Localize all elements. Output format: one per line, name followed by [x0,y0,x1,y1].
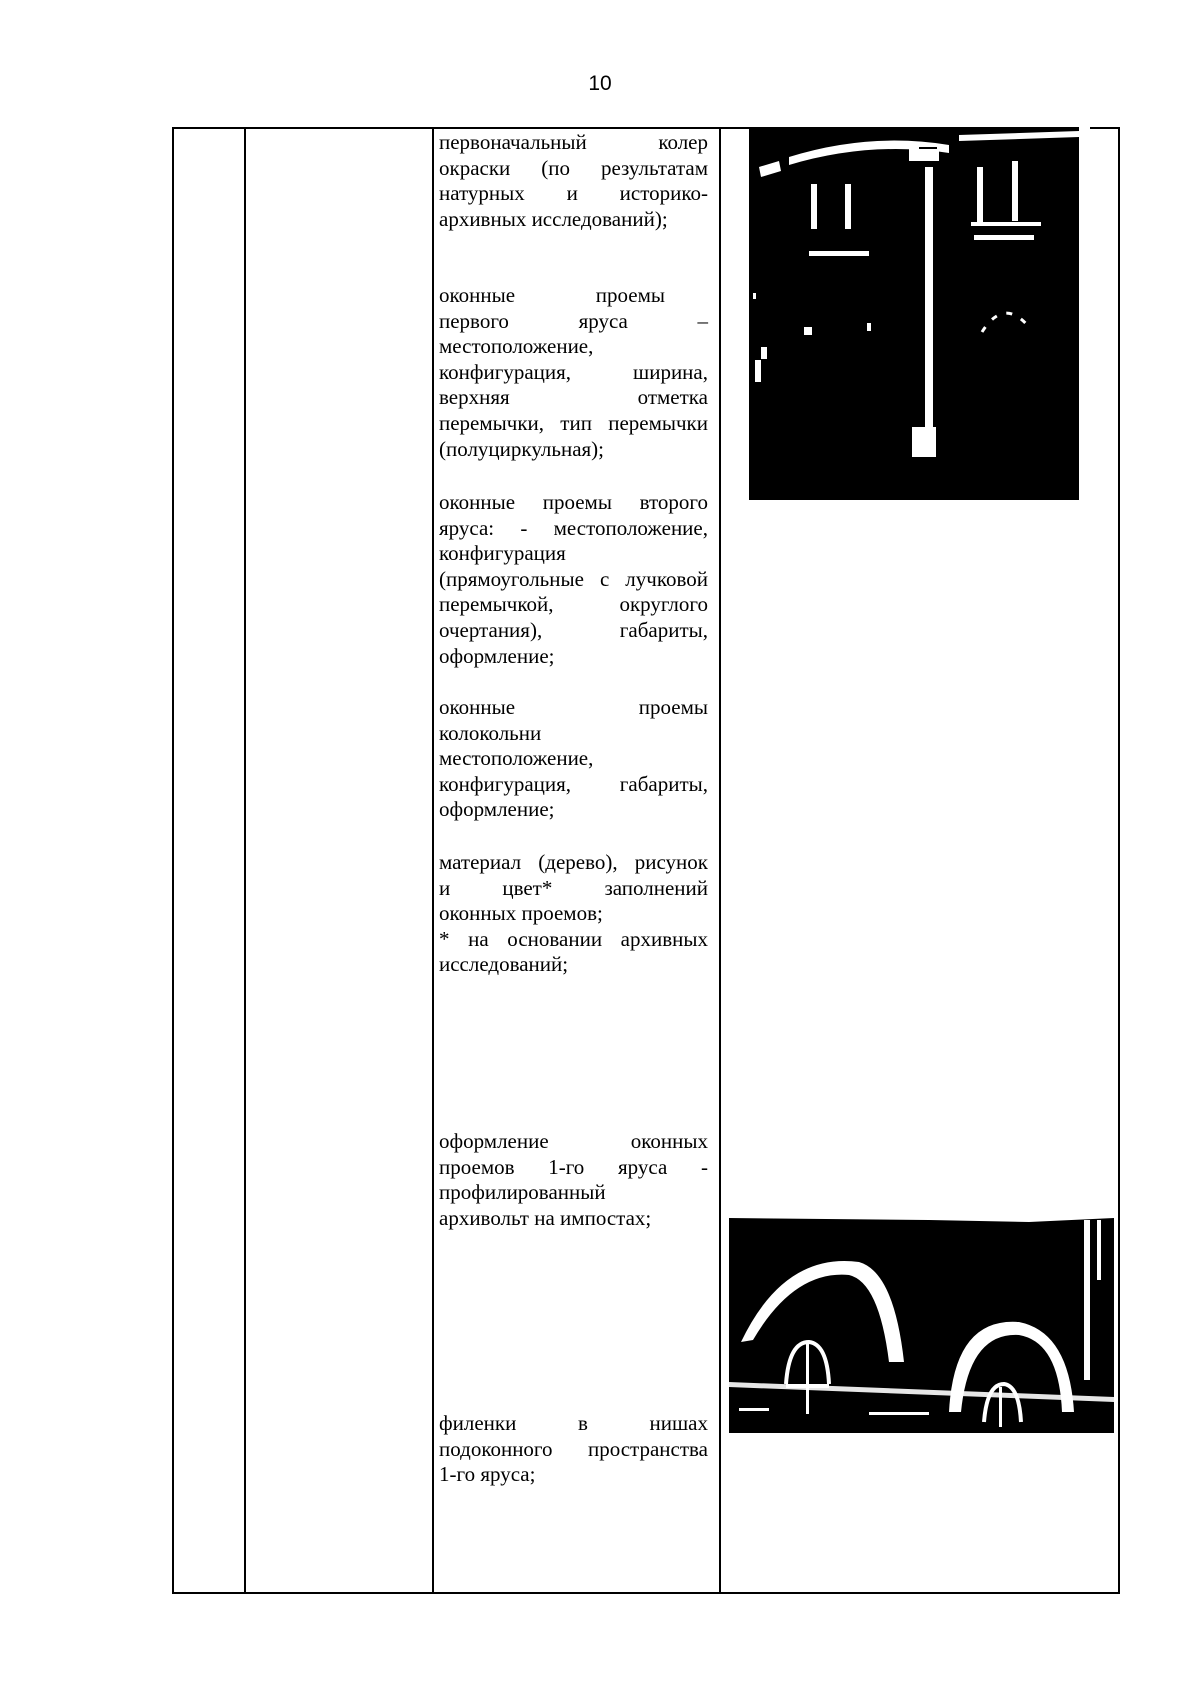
paragraph-line: филенки в нишах [439,1411,708,1435]
arch-photo [729,1212,1114,1433]
paragraph-line: * на основании архивных [439,926,708,951]
column-divider-1 [244,127,246,1594]
paragraph-line: колокольни [439,720,542,745]
paragraph-line: перемычкой, округлого [439,592,708,617]
paragraph-line: архивольт на импостах; [439,1205,652,1230]
paragraph-line: очертания), габариты, [439,617,708,642]
paragraph-line: проемов 1-го яруса - [439,1154,708,1179]
paragraph-line: окраски (по результатам [439,155,708,180]
paragraph-line: 1-го яруса; [439,1462,536,1487]
facade-photo [749,127,1090,500]
paragraph-first-tier-windows [439,283,708,462]
paragraph-line: исследований; [439,952,569,977]
paragraph-line: подоконного пространства [439,1436,708,1461]
column-divider-2 [432,127,434,1594]
paragraph-window-fillings [439,850,708,978]
paragraph-panels [439,1411,708,1488]
paragraph-line: оконные проемы второго [439,490,708,514]
paragraph-line: профилированный [439,1180,606,1205]
facade-photo-icon [749,127,1090,500]
paragraph-line: первоначальный колер [439,130,708,154]
paragraph-line: материал (дерево), рисунок [439,850,708,874]
paragraph-line: верхняя отметка [439,385,708,410]
arch-photo-icon [729,1212,1114,1433]
paragraph-line: оконных проемов; [439,901,603,926]
paragraph-original-color [439,130,708,232]
paragraph-line: оформление; [439,643,555,668]
paragraph-line: оконные проемы [439,695,708,719]
paragraph-line: перемычки, тип перемычки [439,410,708,435]
paragraph-line: конфигурация [439,541,566,566]
paragraph-bell-tower-windows [439,695,708,823]
paragraph-line: (прямоугольные с лучковой [439,566,708,591]
paragraph-line: (полуциркульная); [439,436,604,461]
paragraph-line: натурных и историко- [439,181,708,206]
paragraph-archivolt [439,1129,708,1231]
column-divider-3 [719,127,721,1594]
paragraph-line: оформление оконных [439,1129,708,1153]
paragraph-line: конфигурация, ширина, [439,359,708,384]
paragraph-line: оформление; [439,797,555,822]
paragraph-second-tier-windows [439,490,708,669]
paragraph-line: первого яруса – [439,308,708,333]
photo-gap [1090,129,1118,500]
paragraph-line: конфигурация, габариты, [439,771,708,796]
paragraph-line: яруса: - местоположение, [439,515,708,540]
paragraph-line: оконные проемы [439,283,665,307]
paragraph-line: местоположение, [439,746,594,771]
page-number: 10 [588,72,612,95]
paragraph-line: местоположение, [439,334,594,359]
paragraph-line: и цвет* заполнений [439,875,708,900]
paragraph-line: архивных исследований); [439,206,668,231]
